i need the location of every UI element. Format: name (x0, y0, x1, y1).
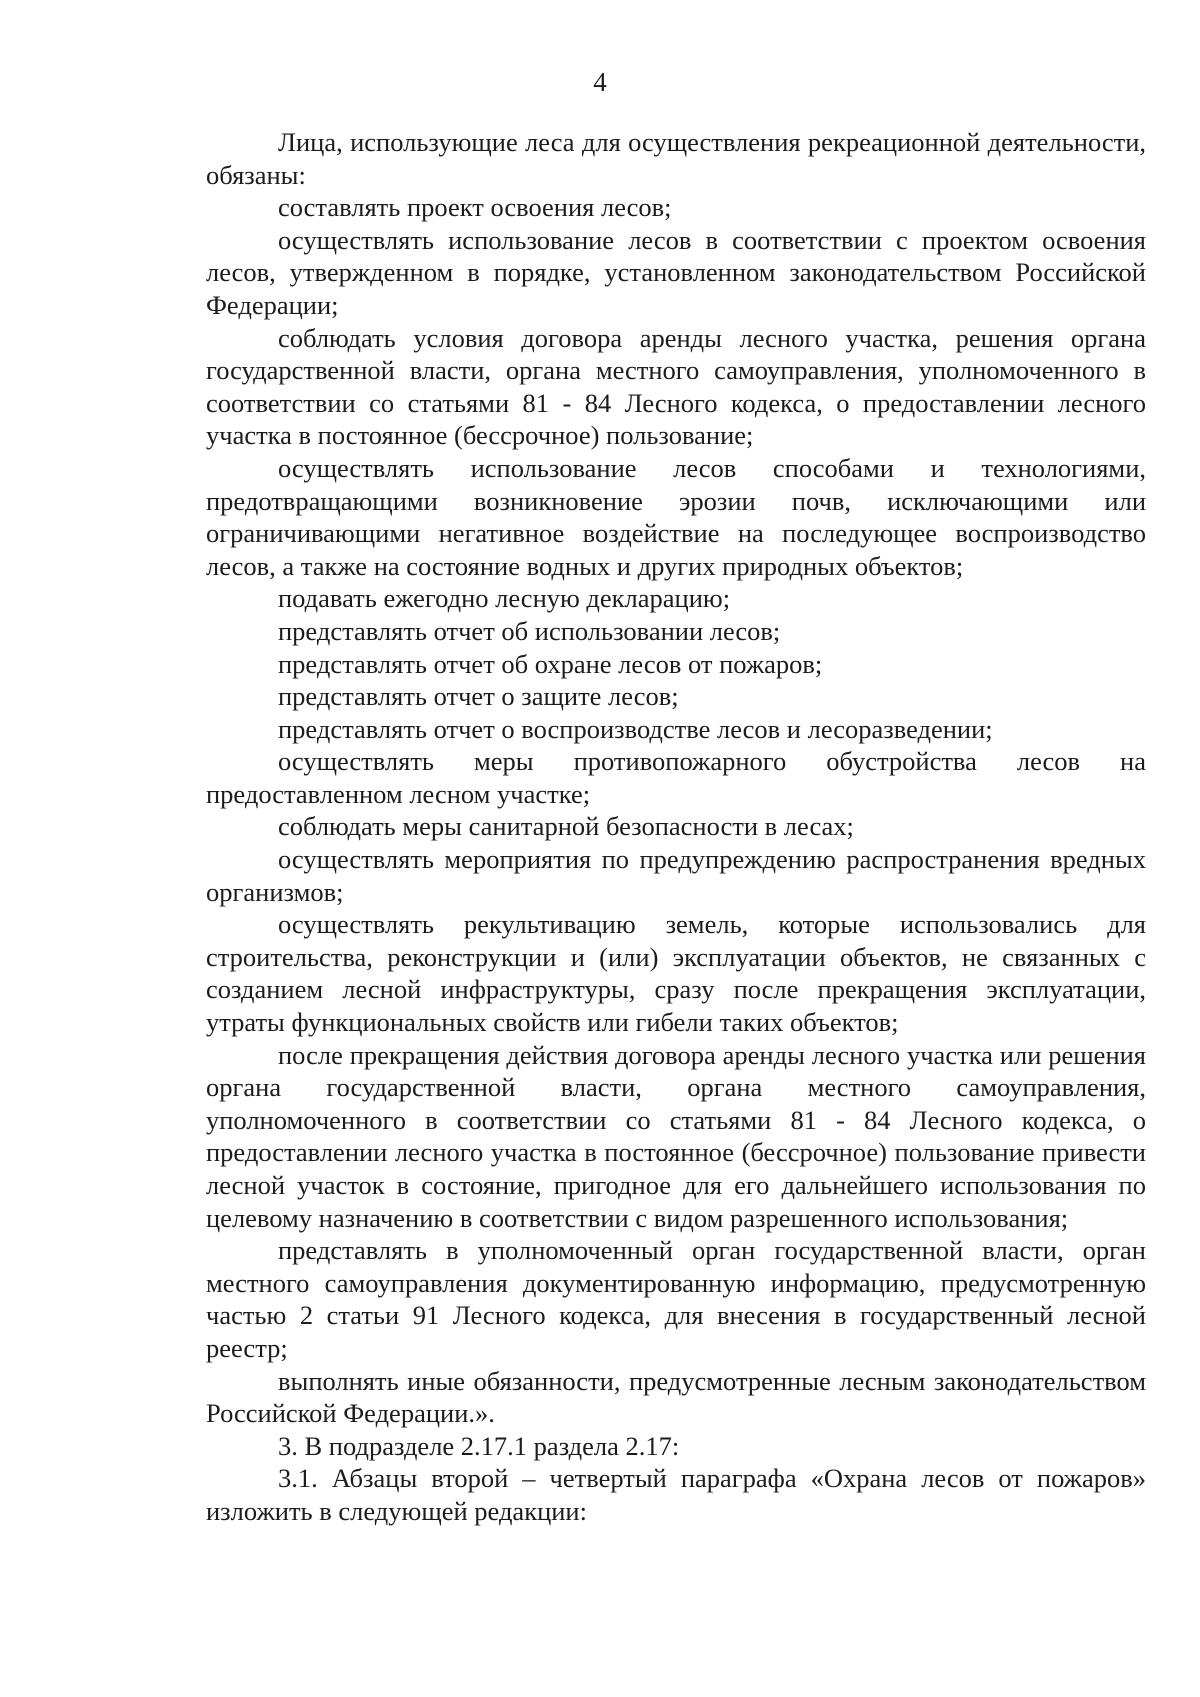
paragraph: представлять отчет об использовании лесов; (278, 615, 781, 646)
paragraph: осуществлять использование лесов в соответствии с проектом освоения лесов, утвержденном в порядке, установленном законодательством Российской Федерации; (206, 224, 1146, 320)
paragraph: представлять отчет о воспроизводстве лесов и лесоразведении; (278, 713, 993, 744)
paragraph: осуществлять мероприятия по предупреждению распространения вредных организмов; (206, 844, 1146, 907)
paragraph: после прекращения действия договора аренды лесного участка или решения органа государственной власти, органа местного самоуправления, уполномоченного в соответствии со статьями 81 - 84 Лесного кодекса, о предоставлении лесного участка в постоянное (бессрочное) пользование привести лесной участок в состояние, пригодное для его дальнейшего использования по целевому назначению в соответствии с видом разрешенного использования; (206, 1039, 1146, 1233)
paragraph: осуществлять рекультивацию земель, которые использовались для строительства, реконструкции и (или) эксплуатации объектов, не связанных с созданием лесной инфраструктуры, сразу после прекращения эксплуатации, утраты функциональных свойств или гибели таких объектов; (206, 909, 1146, 1038)
paragraph: соблюдать меры санитарной безопасности в лесах; (278, 811, 854, 842)
paragraph: осуществлять использование лесов способами и технологиями, предотвращающими возникновение эрозии почв, исключающими или ограничивающими негативное воздействие на последующее воспроизводство лесов, а также на состояние водных и других природных объектов; (206, 452, 1146, 581)
paragraph: подавать ежегодно лесную декларацию; (278, 583, 731, 614)
paragraph: представлять отчет об охране лесов от пожаров; (278, 648, 823, 679)
paragraph: представлять в уполномоченный орган государственной власти, орган местного самоуправления документированную информацию, предусмотренную частью 2 статьи 91 Лесного кодекса, для внесения в государственный лесной реестр; (206, 1235, 1146, 1363)
paragraph: выполнять иные обязанности, предусмотренные лесным законодательством Российской Федерации.». (206, 1365, 1146, 1429)
paragraph: соблюдать условия договора аренды лесного участка, решения органа государственной власти, органа местного самоуправления, уполномоченного в соответствии со статьями 81 - 84 Лесного кодекса, о предоставлении лесного участка в постоянное (бессрочное) пользование; (206, 322, 1146, 451)
page-number: 4 (593, 67, 607, 97)
paragraph: представлять отчет о защите лесов; (278, 681, 679, 712)
paragraph: Лица, использующие леса для осуществления рекреационной деятельности, обязаны: (206, 127, 1146, 190)
paragraph: 3. В подразделе 2.17.1 раздела 2.17: (278, 1430, 680, 1461)
document-body (206, 126, 1146, 1528)
paragraph: осуществлять меры противопожарного обустройства лесов на предоставленном лесном участке; (206, 746, 1146, 809)
paragraph: 3.1. Абзацы второй – четвертый параграфа «Охрана лесов от пожаров» изложить в следующей редакции: (206, 1463, 1146, 1526)
paragraph: составлять проект освоения лесов; (278, 192, 672, 223)
